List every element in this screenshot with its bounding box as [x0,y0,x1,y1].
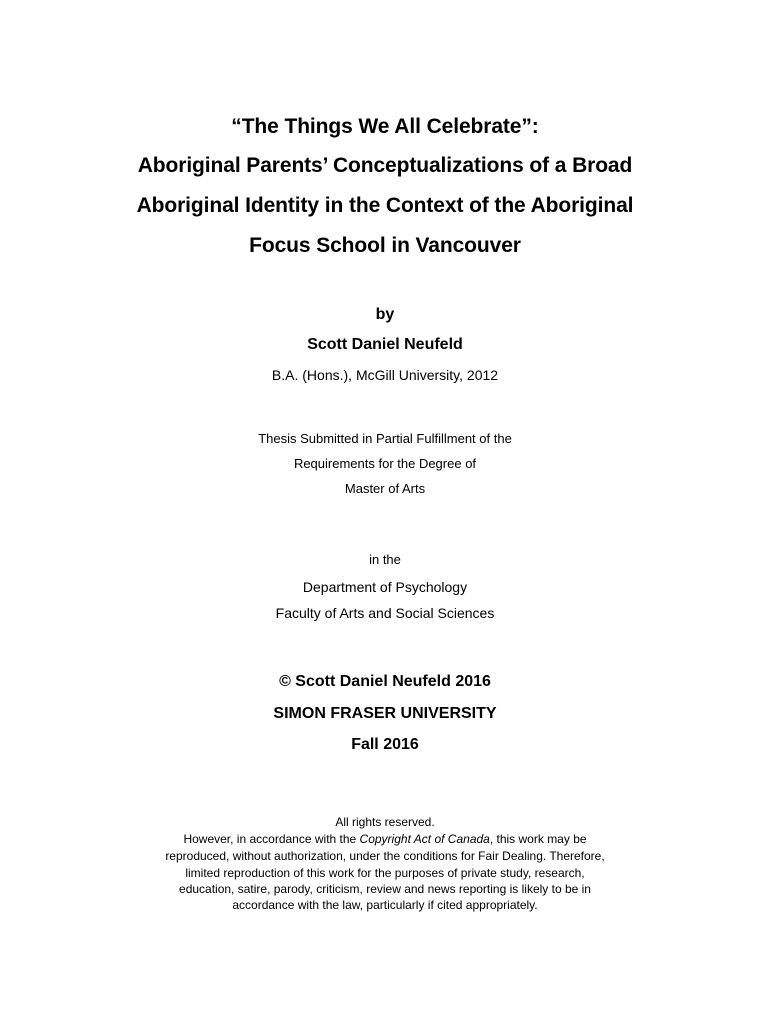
university-name: SIMON FRASER UNIVERSITY [273,705,497,722]
department-name: Department of Psychology [302,579,468,595]
thesis-title-line-2: Aboriginal Parents’ Conceptualizations of a Broad [137,154,633,177]
notice-line-2-end: , this work may be [489,832,587,846]
copyright-holder: © Scott Daniel Neufeld 2016 [279,673,491,690]
copyright-notice-line-3: reproduced, without authorization, under the conditions for Fair Dealing. Therefore, [165,849,605,863]
thesis-title-line-1: “The Things We All Celebrate”: [231,115,539,138]
thesis-title-line-3: Aboriginal Identity in the Context of the Aboriginal [136,194,634,217]
degree-name: Master of Arts [344,481,426,496]
faculty-name: Faculty of Arts and Social Sciences [275,605,495,621]
copyright-notice-line-4: limited reproduction of this work for the purposes of private study, research, [185,866,585,880]
copyright-notice-line-5: education, satire, parody, criticism, review and news reporting is likely to be in [179,882,591,896]
by-label: by [375,306,395,323]
copyright-notice-line-2 [0,832,770,846]
notice-line-2-start: However, in accordance with the [183,832,360,846]
copyright-notice-line-6: accordance with the law, particularly if cited appropriately. [232,898,538,912]
thesis-title-line-4: Focus School in Vancouver [249,234,521,257]
prior-degree: B.A. (Hons.), McGill University, 2012 [271,367,499,383]
submission-line-1: Thesis Submitted in Partial Fulfillment of the [258,431,512,446]
author-name: Scott Daniel Neufeld [307,336,463,353]
rights-reserved: All rights reserved. [335,815,435,829]
submission-line-2: Requirements for the Degree of [293,456,477,471]
copyright-act-name: Copyright Act of Canada [359,832,490,846]
in-the-label: in the [369,552,401,567]
term: Fall 2016 [351,736,419,753]
